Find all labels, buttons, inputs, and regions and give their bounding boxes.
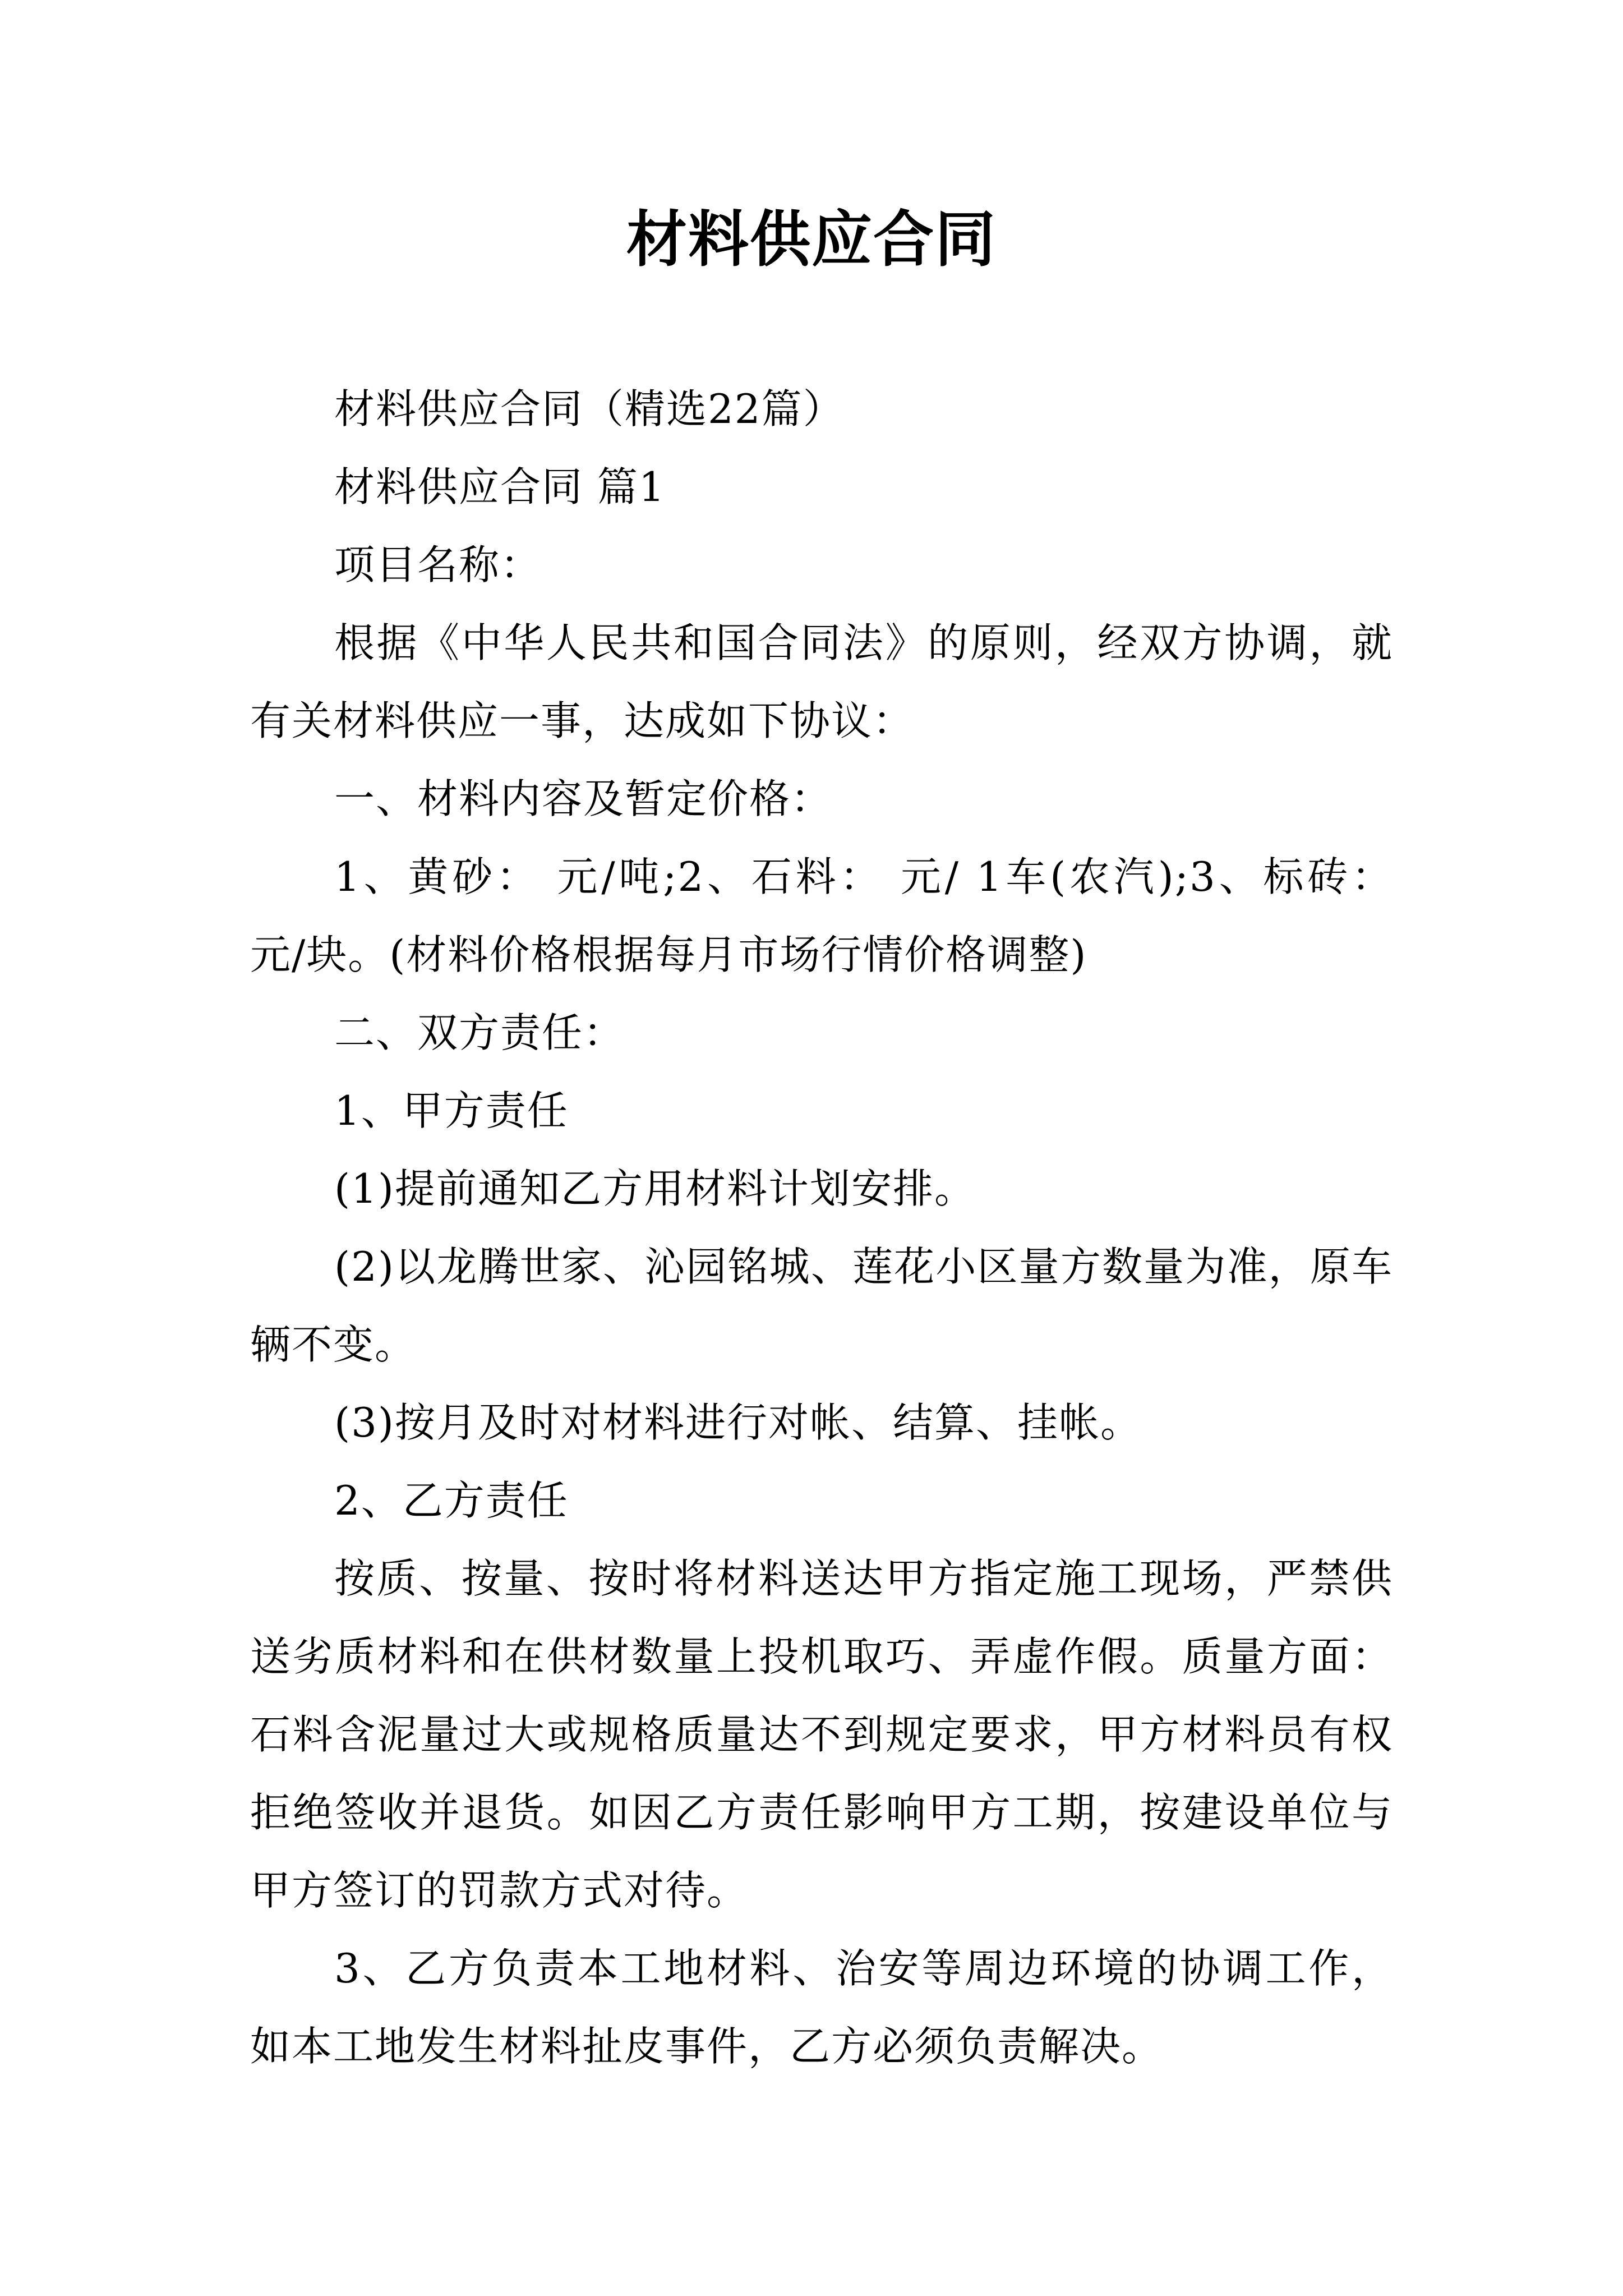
paragraph-party-a-item-2: (2)以龙腾世家、沁园铭城、莲花小区量方数量为准，原车辆不变。 (250, 1243, 1393, 1368)
paragraph-materials-heading: 一、材料内容及暂定价格： (334, 775, 833, 822)
paragraph-coordination-clause: 3、乙方负责本工地材料、治安等周边环境的协调工作，如本工地发生材料扯皮事件，乙方必须负责解决。 (250, 1945, 1393, 2070)
paragraph-collection-title: 材料供应合同（精选22篇） (334, 385, 845, 432)
paragraph-party-a-heading: 1、甲方责任 (334, 1087, 569, 1134)
paragraph-project-name: 项目名称： (334, 541, 542, 588)
document-title: 材料供应合同 (626, 204, 997, 275)
paragraph-party-b-details: 按质、按量、按时将材料送达甲方指定施工现场，严禁供送劣质材料和在供材数量上投机取巧、弄虚作假。质量方面：石料含泥量过大或规格质量达不到规定要求，甲方材料员有权拒绝签收并退货。如因乙方责任影响甲方工期，按建设单位与甲方签订的罚款方式对待。 (250, 1555, 1393, 1914)
paragraph-material-prices: 1、黄砂： 元/吨;2、石料： 元/ 1车(农汽);3、标砖： 元/块。(材料价格根据每月市场行情价格调整) (250, 853, 1393, 978)
document-body (250, 370, 1393, 2086)
paragraph-party-a-item-1: (1)提前通知乙方用材料计划安排。 (334, 1165, 976, 1212)
paragraph-party-b-heading: 2、乙方责任 (334, 1477, 569, 1524)
paragraph-responsibilities-heading: 二、双方责任： (334, 1009, 625, 1056)
paragraph-section-heading: 材料供应合同 篇1 (334, 463, 666, 510)
paragraph-preamble: 根据《中华人民共和国合同法》的原则，经双方协调，就有关材料供应一事，达成如下协议： (250, 619, 1393, 744)
paragraph-party-a-item-3: (3)按月及时对材料进行对帐、结算、挂帐。 (334, 1399, 1142, 1446)
